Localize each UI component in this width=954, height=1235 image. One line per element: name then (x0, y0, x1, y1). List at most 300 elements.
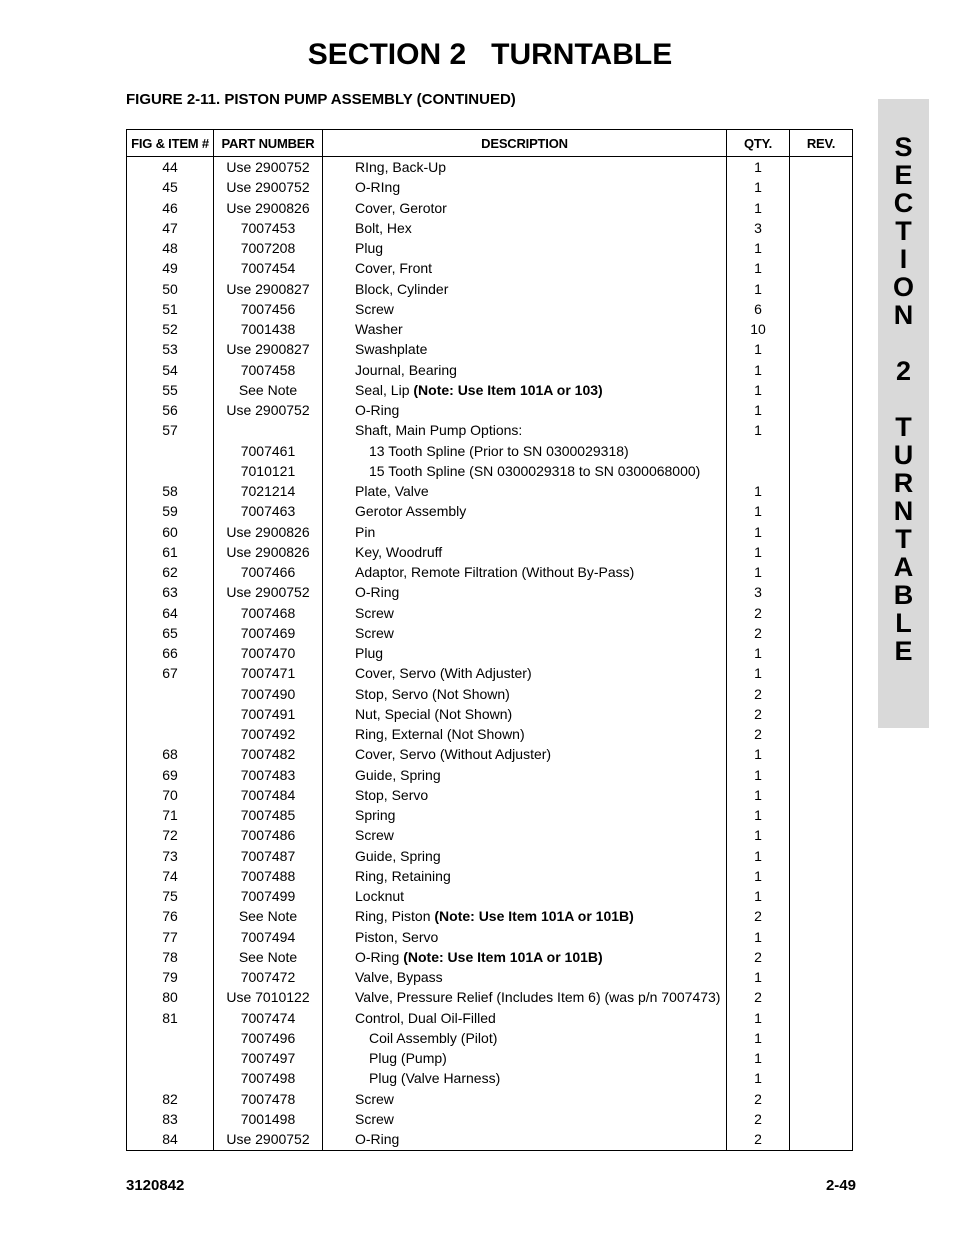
part-number-cell: 7007474 (214, 1008, 323, 1028)
qty-cell: 2 (727, 1129, 790, 1151)
description-text: Screw (355, 300, 394, 317)
qty-cell: 1 (727, 825, 790, 845)
table-row (127, 501, 853, 521)
qty-cell (727, 441, 790, 461)
qty-cell: 1 (727, 177, 790, 197)
rev-cell (790, 542, 853, 562)
table-row (127, 542, 853, 562)
part-number-cell: 7007488 (214, 866, 323, 886)
fig-item-cell: 44 (127, 157, 214, 178)
description-text: Stop, Servo (Not Shown) (355, 685, 510, 702)
fig-item-cell: 80 (127, 987, 214, 1007)
fig-item-cell: 83 (127, 1109, 214, 1129)
qty-cell: 1 (727, 1048, 790, 1068)
fig-item-cell: 61 (127, 542, 214, 562)
part-number-cell: 7007461 (214, 441, 323, 461)
description-text: O-RIng (355, 179, 401, 196)
table-row (127, 1109, 853, 1129)
description-cell (323, 744, 727, 764)
qty-cell: 1 (727, 785, 790, 805)
description-text: Plug (355, 645, 384, 662)
side-tab-letter: S (894, 132, 913, 162)
section-side-tab (878, 99, 929, 728)
description-cell (323, 704, 727, 724)
part-number-cell: 7007468 (214, 603, 323, 623)
figure-title: FIGURE 2-11. PISTON PUMP ASSEMBLY (CONTINUED) (126, 91, 516, 108)
description-text: O-Ring (355, 1131, 400, 1148)
description-cell (323, 1109, 727, 1129)
description-cell (323, 886, 727, 906)
table-row (127, 947, 853, 967)
table-row (127, 1089, 853, 1109)
qty-cell: 1 (727, 501, 790, 521)
fig-item-cell: 58 (127, 481, 214, 501)
part-number-cell: 7007469 (214, 623, 323, 643)
rev-cell (790, 157, 853, 178)
part-number-cell: 7007496 (214, 1028, 323, 1048)
rev-cell (790, 1068, 853, 1088)
description-cell (323, 157, 727, 178)
table-row (127, 1028, 853, 1048)
table-row (127, 603, 853, 623)
qty-cell: 1 (727, 198, 790, 218)
rev-cell (790, 886, 853, 906)
part-number-cell: Use 2900752 (214, 157, 323, 178)
column-header-description: DESCRIPTION (323, 130, 727, 157)
rev-cell (790, 339, 853, 359)
rev-cell (790, 1028, 853, 1048)
description-text: RIng, Back-Up (355, 159, 447, 176)
description-text: Screw (355, 1110, 394, 1127)
rev-cell (790, 927, 853, 947)
description-cell (323, 522, 727, 542)
side-tab-letter: N (893, 300, 914, 330)
rev-cell (790, 663, 853, 683)
column-header-fig-item: FIG & ITEM # (127, 130, 214, 157)
qty-cell: 1 (727, 400, 790, 420)
qty-cell: 1 (727, 1028, 790, 1048)
fig-item-cell: 46 (127, 198, 214, 218)
table-row (127, 785, 853, 805)
rev-cell (790, 765, 853, 785)
table-row (127, 258, 853, 278)
table-row (127, 360, 853, 380)
fig-item-cell (127, 1068, 214, 1088)
column-header-rev: REV. (790, 130, 853, 157)
table-row (127, 927, 853, 947)
qty-cell: 2 (727, 1089, 790, 1109)
table-row (127, 663, 853, 683)
part-number-cell: 7007472 (214, 967, 323, 987)
part-number-cell: 7007471 (214, 663, 323, 683)
fig-item-cell: 53 (127, 339, 214, 359)
qty-cell: 1 (727, 927, 790, 947)
qty-cell: 1 (727, 339, 790, 359)
side-tab-letter: N (893, 496, 914, 526)
qty-cell: 3 (727, 582, 790, 602)
side-tab-letter (878, 329, 929, 357)
description-cell (323, 279, 727, 299)
table-row (127, 866, 853, 886)
fig-item-cell: 49 (127, 258, 214, 278)
description-cell (323, 1028, 727, 1048)
rev-cell (790, 1109, 853, 1129)
side-tab-letters (878, 133, 929, 665)
fig-item-cell: 64 (127, 603, 214, 623)
fig-item-cell: 63 (127, 582, 214, 602)
part-number-cell: 7007491 (214, 704, 323, 724)
rev-cell (790, 967, 853, 987)
fig-item-cell: 67 (127, 663, 214, 683)
qty-cell: 1 (727, 866, 790, 886)
table-row (127, 441, 853, 461)
part-number-cell: Use 2900827 (214, 339, 323, 359)
rev-cell (790, 623, 853, 643)
part-number-cell: 7007498 (214, 1068, 323, 1088)
fig-item-cell: 81 (127, 1008, 214, 1028)
description-cell (323, 218, 727, 238)
description-cell (323, 765, 727, 785)
description-text: Swashplate (355, 341, 428, 358)
table-row (127, 481, 853, 501)
rev-cell (790, 319, 853, 339)
description-text: Cover, Servo (With Adjuster) (355, 665, 532, 682)
description-note: (Note: Use Item 101A or 101B) (403, 948, 603, 965)
rev-cell (790, 1048, 853, 1068)
part-number-cell: 7007486 (214, 825, 323, 845)
description-text: Washer (355, 321, 403, 338)
table-header-row (127, 130, 853, 157)
table-row (127, 744, 853, 764)
part-number-cell: See Note (214, 380, 323, 400)
description-cell (323, 805, 727, 825)
description-text: Screw (355, 604, 394, 621)
description-text: 13 Tooth Spline (Prior to SN 0300029318) (369, 442, 629, 459)
part-number-cell: 7021214 (214, 481, 323, 501)
description-text: O-Ring (355, 402, 400, 419)
part-number-cell: Use 2900826 (214, 542, 323, 562)
description-cell (323, 582, 727, 602)
side-tab-letter: O (892, 272, 914, 302)
description-text: Stop, Servo (355, 786, 429, 803)
fig-item-cell: 70 (127, 785, 214, 805)
fig-item-cell: 84 (127, 1129, 214, 1151)
description-cell (323, 461, 727, 481)
part-number-cell: 7007485 (214, 805, 323, 825)
side-tab-letter: E (894, 636, 913, 666)
part-number-cell: 7007463 (214, 501, 323, 521)
parts-table (126, 129, 853, 1151)
table-row (127, 765, 853, 785)
description-cell (323, 947, 727, 967)
part-number-cell: 7007482 (214, 744, 323, 764)
table-row (127, 198, 853, 218)
fig-item-cell: 69 (127, 765, 214, 785)
fig-item-cell: 62 (127, 562, 214, 582)
description-cell (323, 906, 727, 926)
fig-item-cell (127, 441, 214, 461)
qty-cell: 1 (727, 238, 790, 258)
qty-cell: 1 (727, 360, 790, 380)
description-text: Guide, Spring (355, 847, 441, 864)
description-cell (323, 1068, 727, 1088)
description-text: Plug (Valve Harness) (369, 1070, 501, 1087)
rev-cell (790, 825, 853, 845)
rev-cell (790, 522, 853, 542)
description-text: Plug (355, 240, 384, 257)
qty-cell: 2 (727, 684, 790, 704)
part-number-cell: 7007208 (214, 238, 323, 258)
table-row (127, 380, 853, 400)
table-row (127, 886, 853, 906)
qty-cell: 1 (727, 481, 790, 501)
side-tab-letter: T (895, 524, 912, 554)
description-text: Coil Assembly (Pilot) (369, 1029, 498, 1046)
description-cell (323, 319, 727, 339)
fig-item-cell (127, 724, 214, 744)
rev-cell (790, 582, 853, 602)
rev-cell (790, 947, 853, 967)
description-text: Adaptor, Remote Filtration (Without By-Pass) (355, 564, 635, 581)
qty-cell: 1 (727, 886, 790, 906)
qty-cell: 1 (727, 663, 790, 683)
fig-item-cell (127, 704, 214, 724)
side-tab-letter: C (893, 188, 914, 218)
fig-item-cell: 47 (127, 218, 214, 238)
table-row (127, 461, 853, 481)
rev-cell (790, 906, 853, 926)
description-text: Key, Woodruff (355, 543, 443, 560)
description-cell (323, 967, 727, 987)
qty-cell: 1 (727, 279, 790, 299)
description-text: Screw (355, 1090, 394, 1107)
side-tab-letter: I (899, 244, 908, 274)
fig-item-cell: 50 (127, 279, 214, 299)
rev-cell (790, 360, 853, 380)
table-row (127, 846, 853, 866)
parts-table-body (127, 157, 853, 1151)
table-row (127, 299, 853, 319)
table-row (127, 1129, 853, 1151)
qty-cell: 1 (727, 522, 790, 542)
fig-item-cell: 55 (127, 380, 214, 400)
qty-cell: 1 (727, 765, 790, 785)
rev-cell (790, 218, 853, 238)
part-number-cell: 7010121 (214, 461, 323, 481)
description-cell (323, 1089, 727, 1109)
description-text: Valve, Pressure Relief (Includes Item 6) (was p/n 7007473) (355, 989, 721, 1006)
qty-cell: 1 (727, 562, 790, 582)
part-number-cell: See Note (214, 947, 323, 967)
fig-item-cell: 65 (127, 623, 214, 643)
description-cell (323, 623, 727, 643)
description-text: Cover, Gerotor (355, 199, 447, 216)
rev-cell (790, 866, 853, 886)
rev-cell (790, 603, 853, 623)
rev-cell (790, 805, 853, 825)
qty-cell: 6 (727, 299, 790, 319)
table-row (127, 704, 853, 724)
qty-cell: 1 (727, 1008, 790, 1028)
side-tab-letter: E (894, 160, 913, 190)
fig-item-cell: 79 (127, 967, 214, 987)
side-tab-letter: R (893, 468, 914, 498)
part-number-cell: 7007456 (214, 299, 323, 319)
part-number-cell: 7007454 (214, 258, 323, 278)
fig-item-cell: 48 (127, 238, 214, 258)
description-cell (323, 299, 727, 319)
side-tab-letter: L (895, 608, 912, 638)
description-cell (323, 441, 727, 461)
qty-cell: 10 (727, 319, 790, 339)
part-number-cell: 7001498 (214, 1109, 323, 1129)
description-text: Guide, Spring (355, 766, 441, 783)
fig-item-cell: 73 (127, 846, 214, 866)
rev-cell (790, 420, 853, 440)
description-text: Block, Cylinder (355, 280, 449, 297)
rev-cell (790, 846, 853, 866)
description-text: Screw (355, 827, 394, 844)
table-row (127, 805, 853, 825)
rev-cell (790, 279, 853, 299)
part-number-cell: 7007458 (214, 360, 323, 380)
fig-item-cell: 56 (127, 400, 214, 420)
rev-cell (790, 258, 853, 278)
column-header-qty: QTY. (727, 130, 790, 157)
qty-cell: 1 (727, 380, 790, 400)
fig-item-cell: 74 (127, 866, 214, 886)
part-number-cell: 7007494 (214, 927, 323, 947)
table-row (127, 1008, 853, 1028)
section-title: SECTION 2 TURNTABLE (307, 38, 673, 71)
rev-cell (790, 238, 853, 258)
table-row (127, 623, 853, 643)
description-cell (323, 542, 727, 562)
description-text: Bolt, Hex (355, 219, 412, 236)
fig-item-cell: 45 (127, 177, 214, 197)
part-number-cell: Use 2900752 (214, 400, 323, 420)
rev-cell (790, 744, 853, 764)
fig-item-cell: 52 (127, 319, 214, 339)
description-text: Ring, Retaining (355, 867, 451, 884)
part-number-cell: Use 2900752 (214, 1129, 323, 1151)
rev-cell (790, 704, 853, 724)
side-tab-letter: B (893, 580, 914, 610)
document-number: 3120842 (126, 1177, 185, 1194)
part-number-cell: 7007483 (214, 765, 323, 785)
part-number-cell: 7007478 (214, 1089, 323, 1109)
rev-cell (790, 481, 853, 501)
description-cell (323, 1129, 727, 1151)
fig-item-cell: 57 (127, 420, 214, 440)
description-cell (323, 420, 727, 440)
part-number-cell: Use 2900752 (214, 582, 323, 602)
side-tab-letter: 2 (895, 356, 912, 386)
page-number: 2-49 (825, 1177, 856, 1194)
table-row (127, 1048, 853, 1068)
side-tab-letter: T (895, 412, 912, 442)
table-row (127, 400, 853, 420)
table-row (127, 724, 853, 744)
description-text: Pin (355, 523, 376, 540)
description-note: (Note: Use Item 101A or 103) (413, 381, 603, 398)
qty-cell: 1 (727, 420, 790, 440)
description-cell (323, 846, 727, 866)
part-number-cell: 7007470 (214, 643, 323, 663)
description-text: Plate, Valve (355, 483, 429, 500)
description-cell (323, 501, 727, 521)
description-cell (323, 380, 727, 400)
rev-cell (790, 724, 853, 744)
rev-cell (790, 461, 853, 481)
fig-item-cell: 71 (127, 805, 214, 825)
qty-cell: 2 (727, 906, 790, 926)
description-cell (323, 927, 727, 947)
table-row (127, 238, 853, 258)
qty-cell: 1 (727, 967, 790, 987)
fig-item-cell: 72 (127, 825, 214, 845)
description-text: Locknut (355, 888, 405, 905)
description-cell (323, 562, 727, 582)
rev-cell (790, 785, 853, 805)
description-text: 15 Tooth Spline (SN 0300029318 to SN 0300068000) (369, 462, 701, 479)
rev-cell (790, 1089, 853, 1109)
rev-cell (790, 643, 853, 663)
rev-cell (790, 684, 853, 704)
rev-cell (790, 198, 853, 218)
side-tab-letter: T (895, 216, 912, 246)
part-number-cell: See Note (214, 906, 323, 926)
table-row (127, 339, 853, 359)
part-number-cell: Use 2900752 (214, 177, 323, 197)
table-row (127, 157, 853, 178)
description-cell (323, 684, 727, 704)
part-number-cell: 7007490 (214, 684, 323, 704)
part-number-cell: 7007497 (214, 1048, 323, 1068)
rev-cell (790, 400, 853, 420)
part-number-cell (214, 420, 323, 440)
qty-cell: 1 (727, 1068, 790, 1088)
rev-cell (790, 1129, 853, 1151)
rev-cell (790, 177, 853, 197)
description-text: O-Ring (355, 948, 404, 965)
description-cell (323, 724, 727, 744)
description-text: Spring (355, 807, 396, 824)
description-text: Valve, Bypass (355, 969, 443, 986)
description-text: O-Ring (355, 584, 400, 601)
description-cell (323, 603, 727, 623)
qty-cell: 2 (727, 947, 790, 967)
fig-item-cell: 76 (127, 906, 214, 926)
fig-item-cell (127, 1048, 214, 1068)
description-cell (323, 339, 727, 359)
description-cell (323, 360, 727, 380)
rev-cell (790, 299, 853, 319)
fig-item-cell: 82 (127, 1089, 214, 1109)
qty-cell: 3 (727, 218, 790, 238)
description-cell (323, 825, 727, 845)
description-text: Screw (355, 624, 394, 641)
qty-cell: 2 (727, 623, 790, 643)
qty-cell: 2 (727, 704, 790, 724)
rev-cell (790, 987, 853, 1007)
table-row (127, 218, 853, 238)
side-tab-letter: U (893, 440, 914, 470)
fig-item-cell: 59 (127, 501, 214, 521)
description-text: Cover, Front (355, 260, 433, 277)
table-row (127, 987, 853, 1007)
qty-cell: 2 (727, 987, 790, 1007)
